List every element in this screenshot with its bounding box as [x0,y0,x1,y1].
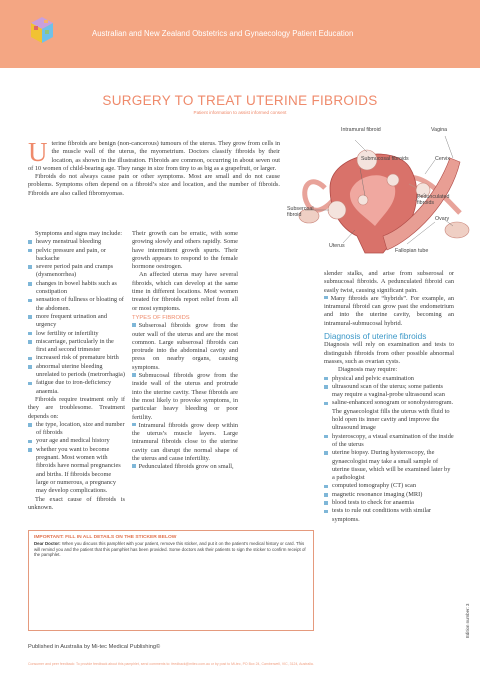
bullet-icon [132,323,136,327]
sticker-lead: Dear Doctor: [34,541,61,546]
label-uterus: Uterus [329,243,345,249]
pedunculated-continued: slender stalks, and arise from subserosal or submucosal fibroids. A pedunculated fibroid can easily twist, causing significant pain. [324,270,454,294]
label-fallopian-tube: Fallopian tube [395,248,429,254]
symptoms-intro: Symptoms and signs may include: [35,230,123,237]
list-item: changes in bowel habits such as constipation [28,280,125,297]
list-item: your age and medical history [28,437,125,445]
diagnosis-paragraph: Diagnosis will rely on examination and tests to distinguish fibroids from other possible abnormal masses, such as ovarian cysts. [324,341,454,365]
uterus-drawing [285,118,475,268]
list-item: saline-enhanced sonogram or sonohysterogram. The gynaecologist fills the uterus with fluid to hold open its inner cavity and improve the ultrasound image [324,399,454,432]
list-item: more frequent urination and urgency [28,313,125,330]
list-item: whether you want to become pregnant. Most women with fibroids have normal pregnancies and births. If fibroids become large or numerous, a pregnancy may develop complications. [28,446,125,496]
treatment-list [28,421,125,496]
column-2 [132,230,238,472]
submucosal-paragraph: Submucosal fibroids grow from the inside wall of the uterus and protrude into the uterine cavity. These fibroids are the most likely to provoke symptoms, in particular heavy bleeding or poor fertility. [132,372,238,421]
treatment-intro: Fibroids require treatment only if they are troublesome. Treatment depends on: [28,395,125,420]
sticker-box [28,530,314,631]
intro-paragraph-1: terine fibroids are benign (non-cancerous) tumours of the uterus. They grow from cells in the muscle wall of the uterus, the myometrium. Doctors classify fibroids by their location, as shown in the illustration. Fibroids are common, occurring in about seven out of 10 women of child-bearing age. They range in size from tiny to as big as a grapefruit, or larger. [28,140,280,172]
sticker-body [34,541,308,558]
uterus-illustration [285,118,475,268]
hybrids-paragraph: Many fibroids are “hybrids”. For example, an intramural fibroid can grow past the endometrium and into the uterine cavity, becoming an intramural-submucosal hybrid. [324,294,454,327]
cube-logo-icon [31,17,53,43]
bullet-icon [132,423,136,427]
label-subserosal: Subserosal fibroid [287,206,314,218]
label-vagina: Vagina [431,127,448,133]
list-item: pelvic pressure and pain, or backache [28,247,125,264]
banner-title: Australian and New Zealand Obstetrics and Gynaecology Patient Education [92,29,354,38]
label-intramural: Intramural fibroid [341,127,381,133]
header-banner [0,0,480,68]
list-item: fatigue due to iron-deficiency anaemia. [28,379,125,396]
label-pedunculated: Pedunculated fibroids [417,194,450,206]
label-cervix: Cervix [435,156,451,162]
subserosal-paragraph: Subserosal fibroids grow from the outer wall of the uterus and are the most common. Large subserosal fibroids can protrude into the abdominal cavity and press on nearby organs, causing symptoms. [132,322,238,371]
intro-section [28,137,280,198]
list-item: low fertility or infertility [28,330,125,338]
diagnosis-list [324,375,454,524]
sticker-text: When you discuss this pamphlet with your patient, remove this sticker, and put it on the patient’s medical history or card. This will remind you and the patient that this pamphlet has been provided. Some doctors ask their patients to sign the sticker to confirm receipt of the pamphlet. [34,541,306,558]
sticker-title: IMPORTANT: FILL IN ALL DETAILS ON THE STICKER BELOW [34,535,177,540]
list-item: physical and pelvic examination [324,375,454,383]
column-3 [324,270,454,524]
diagnosis-intro: Diagnosis may require: [338,366,398,374]
publisher-line: Published in Australia by Mi-tec Medical Publishing© [28,644,161,650]
label-submucosal: Submucosal fibroids [361,156,409,162]
column-1 [28,230,125,512]
label-ovary: Ovary [435,216,450,222]
list-item: uterine biopsy. During hysteroscopy, the gynaecologist may take a small sample of uterine tissue, which will be examined later by a pathologist [324,449,454,482]
page-title: SURGERY TO TREAT UTERINE FIBROIDS [102,93,378,108]
list-item: tests to rule out conditions with similar symptoms. [324,507,454,524]
types-heading: TYPES OF FIBROIDS [132,314,190,321]
several-fibroids-paragraph: An affected uterus may have several fibroids, which can develop at the same time in different locations. Most women treated for fibroids report relief from all or most symptoms. [132,271,238,312]
intro-paragraph-2: Fibroids do not always cause pain or other symptoms. Most are small and do not cause problems. Symptoms often depend on a fibroid’s size and location, and the number of fibroids. Fibroids are also called fibromyomas. [28,173,280,197]
list-item: magnetic resonance imaging (MRI) [324,491,454,499]
list-item: sensation of fullness or bloating of the abdomen. [28,296,125,313]
pedunculated-paragraph: Pedunculated fibroids grow on small, [138,463,234,471]
bullet-icon [324,296,328,300]
diagnosis-heading: Diagnosis of uterine fibroids [324,331,427,342]
feedback-footer: Consumer and peer feedback: To provide feedback about this pamphlet, send comments to: feedback@mitec.com.au or by post to Mi-tec, PO Box 24, Camberwell, VIC, 3124, Australia. [28,662,314,666]
list-item: the type, location, size and number of fibroids [28,421,125,438]
bullet-icon [132,464,136,468]
list-item: severe period pain and cramps (dysmenorrhea) [28,263,125,280]
list-item: heavy menstrual bleeding [28,238,125,246]
growth-paragraph: Their growth can be erratic, with some growing slowly and others rapidly. Some have intermittent growth spurts. Their growth appears to respond to the female hormone oestrogen. [132,230,238,271]
page-subtitle: Patient information to assist informed consent [193,110,287,115]
list-item: miscarriage, particularly in the first and second trimester [28,338,125,355]
bullet-icon [132,373,136,377]
list-item: ultrasound scan of the uterus; some patients may require a vaginal-probe ultrasound scan [324,383,454,400]
intramural-paragraph: Intramural fibroids grow deep within the uterus’s muscle layers. Large intramural fibroids close to the uterine cavity can disrupt the normal shape of the uterus and cause infertility. [132,421,238,463]
list-item: abnormal uterine bleeding unrelated to periods (metrorrhagia) [28,363,125,380]
symptom-list [28,238,125,396]
list-item: hysteroscopy, a visual examination of the inside of the uterus [324,433,454,450]
drop-cap: U [28,137,48,167]
list-item: blood tests to check for anaemia [324,499,454,507]
edition-number: Edition number: 3 [465,603,470,638]
list-item: computed tomography (CT) scan [324,482,454,490]
cause-paragraph: The exact cause of fibroids is unknown. [28,495,125,511]
list-item: increased risk of premature birth [28,354,125,362]
